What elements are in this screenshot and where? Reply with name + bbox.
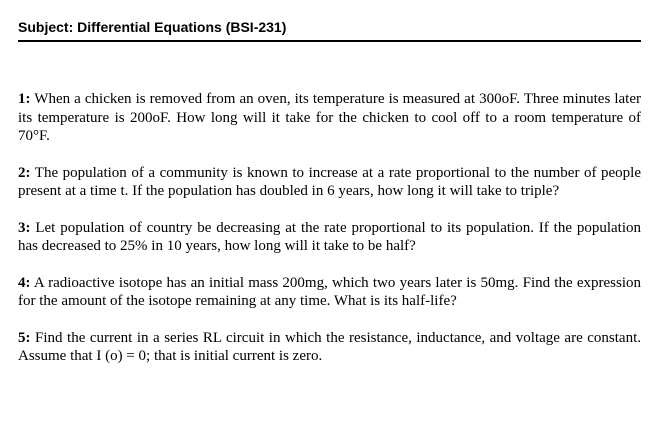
question-number: 5: [18, 329, 31, 346]
question-number: 1: [18, 91, 31, 107]
question-list [18, 90, 641, 384]
question-text: When a chicken is removed from an oven, its temperature is measured at 300oF. Three minutes later its temperature is 200oF. How long will it take for the chicken to cool off to a room temperature of 70°F. [18, 91, 641, 144]
question-item [18, 164, 641, 201]
question-text: The population of a community is known to increase at a rate proportional to the number of people present at a time t. If the population has doubled in 6 years, how long it will take to triple? [18, 164, 642, 199]
document-header [18, 19, 641, 42]
question-number: 2: [18, 164, 31, 181]
question-number: 4: [18, 274, 31, 291]
question-item [18, 90, 641, 146]
subject-title: Subject: Differential Equations (BSI-231) [18, 19, 287, 35]
question-text: Find the current in a series RL circuit in which the resistance, inductance, and voltage are constant. Assume that I (o) = 0; that is initial current is zero. [18, 329, 641, 364]
question-item [18, 219, 641, 256]
question-text: A radioactive isotope has an initial mass 200mg, which two years later is 50mg. Find the expression for the amount of the isotope remaining at any time. What is its half-life? [18, 274, 641, 309]
question-item [18, 274, 641, 311]
question-text: Let population of country be decreasing at the rate proportional to its population. If the population has decreased to 25% in 10 years, how long will it take to be half? [18, 219, 641, 254]
question-item [18, 329, 641, 366]
question-number: 3: [18, 219, 31, 236]
